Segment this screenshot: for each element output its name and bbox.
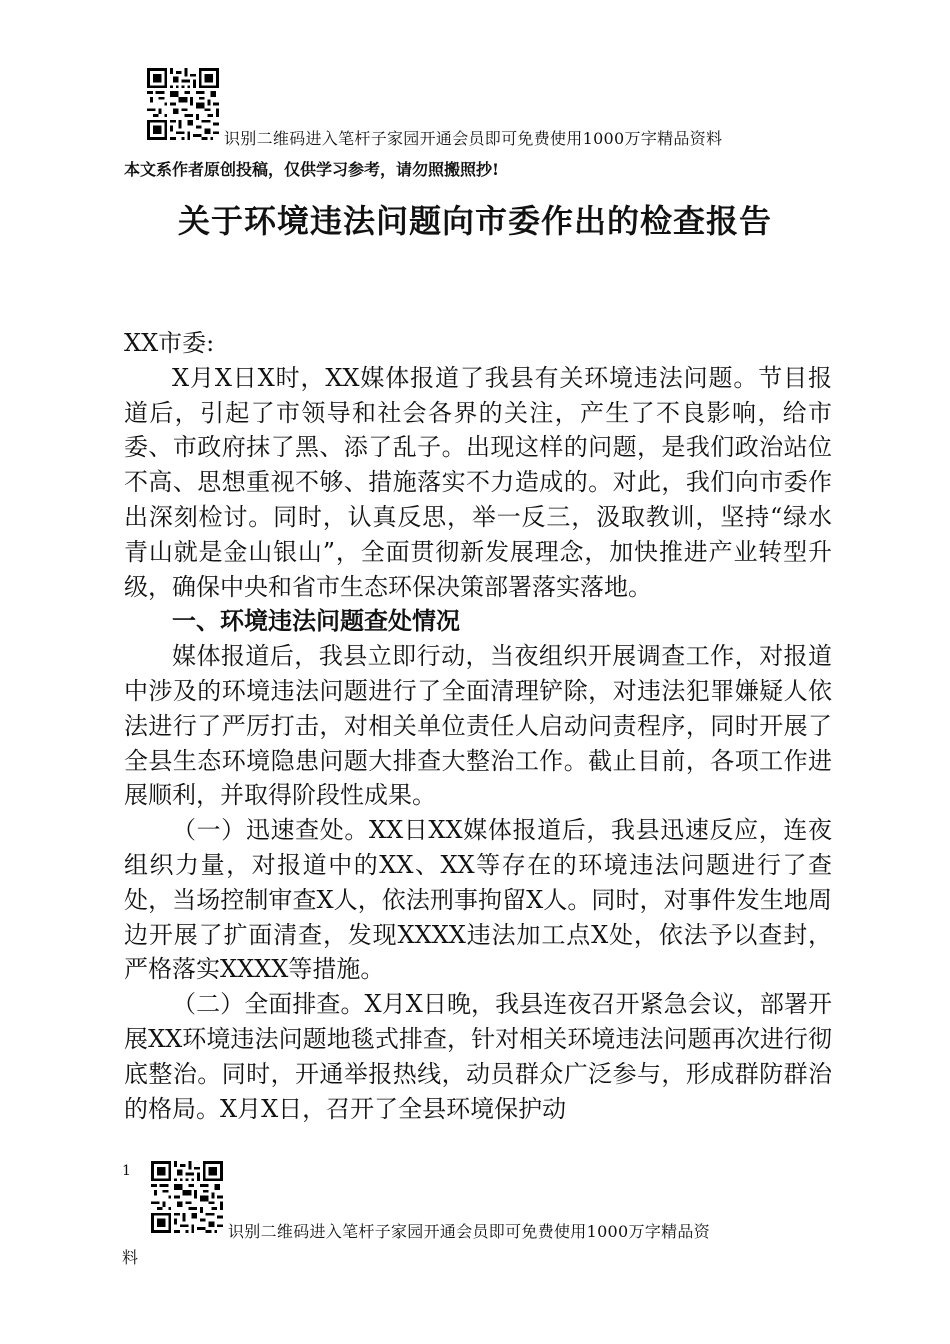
paragraph: 媒体报道后，我县立即行动，当夜组织开展调查工作，对报道中涉及的环境违法问题进行了全面清理铲除，对违法犯罪嫌疑人依法进行了严厉打击，对相关单位责任人启动问责程序，同时开展了全县生态环境隐患问题大排查大整治工作。截止目前，各项工作进展顺利，并取得阶段性成果。 — [124, 642, 832, 810]
salutation: XX市委: — [124, 329, 215, 357]
paragraph: （二）全面排查。X月X日晚，我县连夜召开紧急会议，部署开展XX环境违法问题地毯式排查，针对相关环境违法问题再次进行彻底整治。同时，开通举报热线，动员群众广泛参与，形成群防群治的格局。X月X日，召开了全县环境保护动 — [124, 990, 832, 1123]
footer-promo-text-wrap: 料 — [122, 1248, 139, 1267]
header-promo-text: 识别二维码进入笔杆子家园开通会员即可免费使用1000万字精品资料 — [224, 129, 723, 148]
page-number: 1 — [122, 1163, 131, 1179]
qr-code-icon[interactable] — [151, 1161, 223, 1233]
paragraph: （一）迅速查处。XX日XX媒体报道后，我县迅速反应，连夜组织力量，对报道中的XX、XX等存在的环境违法问题进行了查处，当场控制审查X人，依法刑事拘留X人。同时，对事件发生地周边开展了扩面清查，发现XXXX违法加工点X处，依法予以查封，严格落实XXXX等措施。 — [124, 816, 832, 984]
section-heading: 一、环境违法问题查处情况 — [172, 607, 460, 636]
document-body — [124, 326, 832, 1126]
document-title: 关于环境违法问题向市委作出的检查报告 — [177, 202, 772, 240]
footer-promo-text: 识别二维码进入笔杆子家园开通会员即可免费使用1000万字精品资 — [228, 1222, 711, 1241]
paragraph: X月X日X时，XX媒体报道了我县有关环境违法问题。节目报道后，引起了市领导和社会各界的关注，产生了不良影响，给市委、市政府抹了黑、添了乱子。出现这样的问题，是我们政治站位不高、思想重视不够、措施落实不力造成的。对此，我们向市委作出深刻检讨。同时，认真反思，举一反三，汲取教训，坚持“绿水青山就是金山银山”，全面贯彻新发展理念，加快推进产业转型升级，确保中央和省市生态环保决策部署落实落地。 — [124, 363, 832, 601]
qr-code-icon[interactable] — [147, 68, 219, 140]
copyright-notice: 本文系作者原创投稿，仅供学习参考，请勿照搬照抄! — [124, 160, 500, 179]
